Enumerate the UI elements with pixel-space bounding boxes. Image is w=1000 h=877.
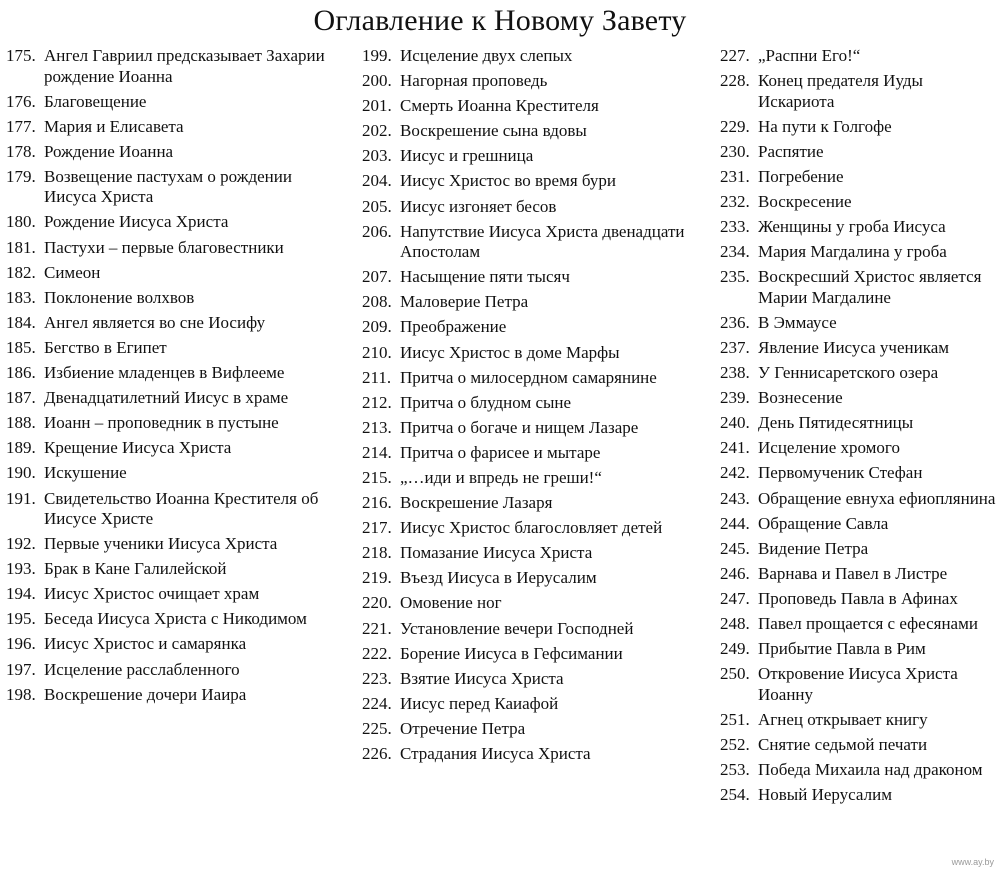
toc-entry [6,167,336,208]
toc-entry [6,263,336,284]
toc-entry [362,171,702,192]
toc-entry-title: Исцеление двух слепых [400,46,573,65]
toc-entry-number: 176. [6,91,36,111]
toc-entry-title: Взятие Иисуса Христа [400,668,564,688]
toc-entry-title: Борение Иисуса в Гефсимании [400,643,623,663]
toc-entry [362,418,702,439]
toc-entry-title: Женщины у гроба Иисуса [758,217,946,237]
toc-entry [362,96,702,117]
toc-entry [720,338,1000,359]
toc-entry-number: 232. [720,191,750,211]
toc-entry-title: Смерть Иоанна Крестителя [400,96,599,116]
toc-entry-number: 192. [6,534,36,554]
toc-entry [362,568,702,589]
toc-entry-number: 245. [720,538,750,558]
toc-entry-title: Благовещение [44,91,147,111]
toc-entry-title: Воскрешение сына вдовы [400,121,587,141]
toc-entry-title: Первые ученики Иисуса Христа [44,534,278,554]
toc-entry-number: 189. [6,438,36,458]
toc-entry [720,388,1000,409]
toc-entry-title: Омовение ног [400,593,502,613]
toc-entry-number: 253. [720,759,750,779]
toc-entry-title: Иисус Христос благословляет детей [400,518,663,538]
toc-entry-title: В Эммаусе [758,312,837,332]
toc-entry [362,71,702,92]
toc-entry-number: 235. [720,267,750,287]
toc-entry-number: 186. [6,363,36,383]
toc-entry-title: Помазание Иисуса Христа [400,543,593,563]
toc-entry-title: Конец предателя Иуды Искариота [758,71,923,111]
toc-entry-number: 206. [362,221,392,241]
toc-entry-number: 242. [720,463,750,483]
toc-entry [362,46,702,67]
toc-entry-title: Воскресший Христос является Марии Магдалине [758,267,982,307]
toc-entry [720,710,1000,731]
toc-entry-title: Варнава и Павел в Листре [758,563,948,583]
toc-entry [362,443,702,464]
toc-entry-number: 247. [720,588,750,608]
toc-entry-number: 187. [6,388,36,408]
toc-entry [720,71,1000,112]
toc-entry [720,463,1000,484]
toc-entry-title: Ангел является во сне Иосифу [44,312,266,332]
toc-entry-title: Насыщение пяти тысяч [400,267,570,287]
toc-entry-number: 252. [720,734,750,754]
toc-entry [362,368,702,389]
toc-entry-number: 210. [362,342,392,362]
toc-entry-number: 218. [362,543,392,563]
toc-entry-number: 196. [6,634,36,654]
toc-entry [6,559,336,580]
toc-entry [362,468,702,489]
toc-entry-number: 229. [720,116,750,136]
toc-entry-number: 250. [720,664,750,684]
toc-entry-number: 188. [6,413,36,433]
toc-entry [720,242,1000,263]
toc-entry [720,564,1000,585]
toc-entry [6,685,336,706]
toc-entry-number: 233. [720,217,750,237]
toc-entry [362,222,702,263]
toc-entry-number: 223. [362,668,392,688]
toc-entry-number: 243. [720,488,750,508]
toc-entry-number: 254. [720,785,750,805]
toc-entry-title: Рождение Иисуса Христа [44,212,229,232]
watermark: www.ay.by [951,857,994,867]
toc-entry [6,609,336,630]
toc-entry-number: 241. [720,438,750,458]
toc-entry [6,634,336,655]
toc-entry-title: Проповедь Павла в Афинах [758,588,958,608]
toc-entry-title: Двенадцатилетний Иисус в храме [44,388,289,408]
toc-entry-number: 177. [6,116,36,136]
toc-entry-number: 205. [362,196,392,216]
toc-entry-title: Рождение Иоанна [44,141,174,161]
toc-entry [720,760,1000,781]
toc-entry [362,694,702,715]
toc-entry-title: Победа Михаила над драконом [758,759,983,779]
toc-entry-title: Крещение Иисуса Христа [44,438,232,458]
toc-entry-number: 201. [362,96,392,116]
toc-entry-title: У Геннисаретского озера [758,363,939,383]
toc-entry-title: Иисус Христос очищает храм [44,584,260,604]
toc-entry [362,317,702,338]
toc-entry-title: Иисус изгоняет бесов [400,196,557,216]
toc-entry-number: 222. [362,643,392,663]
toc-entry-number: 202. [362,121,392,141]
toc-entry-title: Иисус перед Каиафой [400,693,559,713]
toc-entry [720,735,1000,756]
toc-entry-number: 217. [362,518,392,538]
toc-entry [362,393,702,414]
toc-entry-title: Пастухи – первые благовестники [44,237,284,257]
toc-entry-number: 195. [6,609,36,629]
toc-column-2 [362,46,702,769]
toc-entry-number: 194. [6,584,36,604]
toc-entry-title: Явление Иисуса ученикам [758,337,950,357]
toc-entry-number: 225. [362,718,392,738]
toc-entry [362,619,702,640]
toc-entry-number: 231. [720,166,750,186]
toc-entry-title: Павел прощается с ефесянами [758,613,978,633]
toc-entry-title: Откровение Иисуса Христа Иоанну [758,664,958,704]
toc-entry [362,543,702,564]
toc-entry [720,363,1000,384]
toc-entry-title: Преображение [400,317,507,337]
toc-entry-number: 226. [362,744,392,764]
toc-entry-title: Погребение [758,166,844,186]
toc-entry-title: Снятие седьмой печати [758,734,928,754]
page-title: Оглавление к Новому Завету [313,4,687,37]
toc-entry-title: Иисус Христос и самарянка [44,634,247,654]
toc-entry-title: Притча о фарисее и мытаре [400,442,601,462]
toc-entry [6,92,336,113]
toc-entry-number: 181. [6,237,36,257]
toc-entry [720,313,1000,334]
toc-entry-title: Отречение Петра [400,718,526,738]
toc-entry-title: На пути к Голгофе [758,116,892,136]
toc-entry-title: Искушение [44,463,127,483]
toc-entry [6,338,336,359]
toc-entry-title: Иисус и грешница [400,146,534,166]
toc-entry-title: Вознесение [758,388,843,408]
toc-entry-title: Первомученик Стефан [758,463,923,483]
toc-entry-title: Свидетельство Иоанна Крестителя об Иисусе Христе [44,488,319,528]
toc-entry-number: 216. [362,493,392,513]
toc-entry [720,117,1000,138]
toc-entry [720,413,1000,434]
toc-entry-number: 197. [6,659,36,679]
toc-entry-number: 209. [362,317,392,337]
toc-entry-title: Мария и Елисавета [44,116,184,136]
toc-entry-title: Бегство в Египет [44,337,167,357]
toc-entry-number: 220. [362,593,392,613]
toc-entry-number: 185. [6,337,36,357]
toc-entry [6,212,336,233]
toc-entry-number: 175. [6,46,36,65]
toc-entry-title: Беседа Иисуса Христа с Никодимом [44,609,307,629]
toc-entry-number: 239. [720,388,750,408]
toc-entry [720,664,1000,705]
toc-entry [720,489,1000,510]
toc-entry-title: Новый Иерусалим [758,785,892,805]
toc-entry [6,660,336,681]
toc-entry [720,539,1000,560]
toc-column-3 [720,46,1000,810]
toc-entry [362,197,702,218]
toc-entry-number: 208. [362,292,392,312]
toc-entry-number: 178. [6,141,36,161]
toc-entry-title: Брак в Кане Галилейской [44,559,227,579]
toc-entry-number: 179. [6,166,36,186]
toc-entry-title: Поклонение волхвов [44,287,195,307]
toc-entry-number: 214. [362,442,392,462]
toc-entry-title: Мария Магдалина у гроба [758,242,947,262]
toc-entry-title: Ангел Гавриил предсказывает Захарии рождение Иоанна [44,46,325,86]
toc-entry [6,584,336,605]
toc-entry-number: 249. [720,639,750,659]
toc-entry-title: Воскрешение дочери Иаира [44,684,247,704]
toc-entry-number: 227. [720,46,750,65]
toc-entry-number: 180. [6,212,36,232]
toc-entry [6,288,336,309]
toc-column-1 [6,46,336,710]
toc-entry-title: Установление вечери Господней [400,618,634,638]
toc-entry [362,292,702,313]
toc-entry-title: „…иди и впредь не греши!“ [400,468,602,487]
toc-entry [362,146,702,167]
toc-entry [720,438,1000,459]
toc-entry [362,669,702,690]
toc-entry [720,614,1000,635]
toc-entry [6,142,336,163]
toc-entry-title: „Распни Его!“ [758,46,861,65]
toc-entry-number: 204. [362,171,392,191]
toc-entry [720,167,1000,188]
toc-entry-title: Воскресение [758,191,852,211]
toc-entry-title: Притча о милосердном самарянине [400,367,657,387]
toc-entry-number: 212. [362,392,392,412]
toc-entry [362,121,702,142]
toc-entry-number: 236. [720,312,750,332]
toc-entry-title: Иисус Христос в доме Марфы [400,342,620,362]
toc-entry-title: Видение Петра [758,538,869,558]
toc-entry [6,438,336,459]
toc-entry-title: Иоанн – проповедник в пустыне [44,413,279,433]
toc-entry-title: Притча о богаче и нищем Лазаре [400,417,639,437]
toc-entry [362,744,702,765]
toc-entry [362,518,702,539]
toc-entry [362,493,702,514]
toc-entry-number: 238. [720,363,750,383]
toc-entry [362,343,702,364]
toc-entry-number: 191. [6,488,36,508]
toc-entry [6,413,336,434]
toc-entry-number: 246. [720,563,750,583]
toc-entry [720,639,1000,660]
toc-entry [6,117,336,138]
toc-entry-title: Въезд Иисуса в Иерусалим [400,568,597,588]
toc-entry-title: Напутствие Иисуса Христа двенадцати Апостолам [400,221,685,262]
toc-entry-number: 228. [720,71,750,91]
toc-entry-number: 183. [6,287,36,307]
toc-entry [720,192,1000,213]
toc-entry-number: 215. [362,468,392,487]
toc-entry [720,217,1000,238]
toc-entry-number: 234. [720,242,750,262]
toc-entry [6,46,336,87]
toc-entry [720,142,1000,163]
toc-entry-title: Обращение евнуха ефиоплянина [758,488,996,508]
toc-entry-title: Прибытие Павла в Рим [758,639,926,659]
toc-entry-number: 221. [362,618,392,638]
toc-entry-title: Исцеление хромого [758,438,900,458]
toc-entry-title: Возвещение пастухам о рождении Иисуса Христа [44,166,292,207]
toc-entry [720,46,1000,67]
toc-entry-number: 219. [362,568,392,588]
toc-entry-title: Обращение Савла [758,513,889,533]
toc-entry [6,363,336,384]
toc-entry [6,463,336,484]
toc-entry-number: 230. [720,141,750,161]
toc-entry-title: Иисус Христос во время бури [400,171,616,191]
toc-entry-title: Притча о блудном сыне [400,392,572,412]
toc-entry-title: Исцеление расслабленного [44,659,240,679]
toc-entry [6,388,336,409]
toc-entry-number: 207. [362,267,392,287]
toc-entry-title: Страдания Иисуса Христа [400,744,591,764]
toc-entry [362,267,702,288]
toc-entry-number: 200. [362,71,392,91]
toc-entry-number: 240. [720,413,750,433]
toc-entry [362,719,702,740]
toc-entry [6,489,336,530]
toc-entry [720,267,1000,308]
toc-entry-number: 251. [720,709,750,729]
toc-entry-number: 248. [720,613,750,633]
toc-entry-number: 199. [362,46,392,65]
toc-entry [6,534,336,555]
toc-entry-number: 184. [6,312,36,332]
toc-entry-number: 198. [6,684,36,704]
toc-entry-title: Агнец открывает книгу [758,709,928,729]
toc-entry-number: 237. [720,337,750,357]
toc-entry-title: Воскрешение Лазаря [400,493,553,513]
toc-entry-title: Маловерие Петра [400,292,529,312]
toc-entry [720,589,1000,610]
toc-entry [6,313,336,334]
toc-entry-title: Нагорная проповедь [400,71,548,91]
toc-entry [720,514,1000,535]
toc-entry [362,593,702,614]
toc-entry-number: 213. [362,417,392,437]
toc-entry-number: 182. [6,262,36,282]
toc-entry-title: День Пятидесятницы [758,413,914,433]
toc-entry-title: Симеон [44,262,101,282]
toc-entry [362,644,702,665]
toc-entry-number: 193. [6,559,36,579]
toc-entry-title: Распятие [758,141,824,161]
toc-entry-number: 211. [362,367,392,387]
toc-entry-number: 203. [362,146,392,166]
toc-entry [6,238,336,259]
toc-entry [720,785,1000,806]
toc-entry-number: 190. [6,463,36,483]
toc-entry-number: 244. [720,513,750,533]
toc-entry-title: Избиение младенцев в Вифлееме [44,363,285,383]
toc-entry-number: 224. [362,693,392,713]
